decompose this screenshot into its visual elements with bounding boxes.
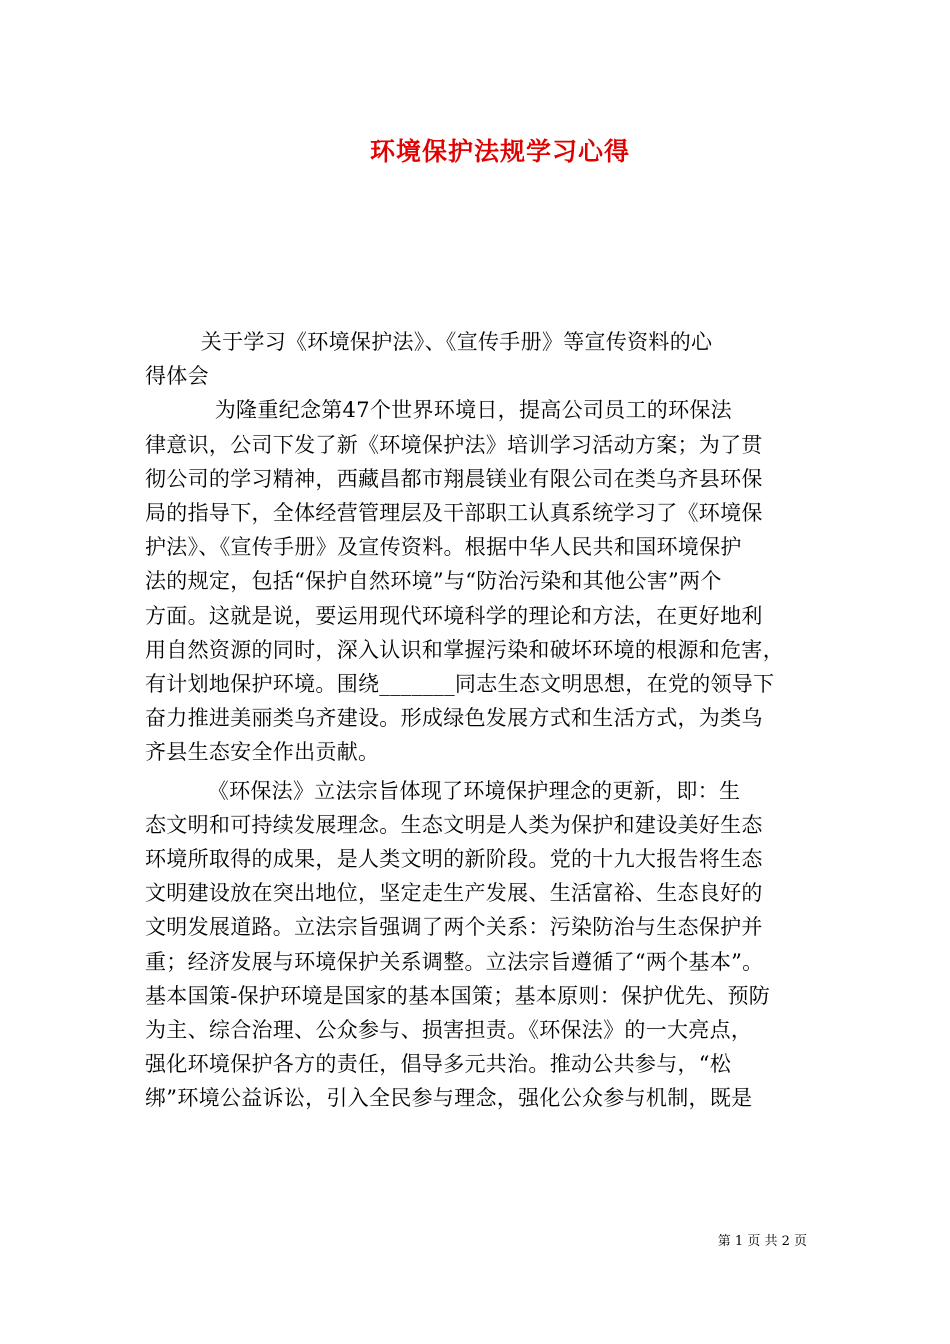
text-line: 为隆重纪念第47个世界环境日，提高公司员工的环保法 bbox=[145, 398, 732, 423]
paragraph-intro bbox=[145, 325, 813, 393]
page-number: 第 1 页 共 2 页 bbox=[717, 1234, 807, 1249]
text-line: 态文明和可持续发展理念。生态文明是人类为保护和建设美好生态 bbox=[145, 812, 763, 837]
text-line: 律意识，公司下发了新《环境保护法》培训学习活动方案；为了贯 bbox=[145, 432, 763, 457]
text-line: 齐县生态安全作出贡献。 bbox=[145, 740, 380, 765]
text-line: 奋力推进美丽类乌齐建设。形成绿色发展方式和生活方式，为类乌 bbox=[145, 706, 763, 731]
text-line: 环境所取得的成果，是人类文明的新阶段。党的十九大报告将生态 bbox=[145, 847, 763, 872]
text-line: 强化环境保护各方的责任，倡导多元共治。推动公共参与，“松 bbox=[145, 1052, 732, 1077]
text-line: 护法》、《宣传手册》及宣传资料。根据中华人民共和国环境保护 bbox=[145, 535, 742, 560]
text-line: 用自然资源的同时，深入认识和掌握污染和破坏环境的根源和危害， bbox=[145, 637, 784, 662]
text-line: 有计划地保护环境。围绕_______同志生态文明思想，在党的领导下 bbox=[145, 672, 775, 697]
text-line: 法的规定，包括“保护自然环境”与“防治污染和其他公害”两个 bbox=[145, 569, 722, 594]
document-body bbox=[145, 325, 813, 1116]
text-line: 文明发展道路。立法宗旨强调了两个关系：污染防治与生态保护并 bbox=[145, 915, 763, 940]
text-line: 局的指导下，全体经营管理层及干部职工认真系统学习了《环境保 bbox=[145, 501, 763, 526]
text-line: 关于学习《环境保护法》、《宣传手册》等宣传资料的心 bbox=[145, 330, 713, 354]
text-line: 得体会 bbox=[145, 364, 209, 389]
text-line: 基本国策-保护环境是国家的基本国策；基本原则：保护优先、预防 bbox=[145, 983, 771, 1008]
text-line: 《环保法》立法宗旨体现了环境保护理念的更新，即：生 bbox=[145, 778, 741, 803]
text-line: 绑”环境公益诉讼，引入全民参与理念，强化公众参与机制，既是 bbox=[145, 1086, 753, 1111]
text-line: 方面。这就是说，要运用现代环境科学的理论和方法，在更好地利 bbox=[145, 603, 763, 628]
document-title: 环境保护法规学习心得 bbox=[369, 137, 630, 166]
text-line: 文明建设放在突出地位，坚定走生产发展、生活富裕、生态良好的 bbox=[145, 881, 763, 906]
text-line: 为主、综合治理、公众参与、损害担责。《环保法》的一大亮点， bbox=[145, 1018, 753, 1043]
text-line: 彻公司的学习精神，西藏昌都市翔晨镁业有限公司在类乌齐县环保 bbox=[145, 466, 763, 491]
page-footer bbox=[718, 1230, 807, 1249]
paragraph-law-purpose bbox=[145, 774, 813, 1116]
text-line: 重；经济发展与环境保护关系调整。立法宗旨遵循了“两个基本”。 bbox=[145, 949, 764, 974]
paragraph-background bbox=[145, 393, 813, 769]
